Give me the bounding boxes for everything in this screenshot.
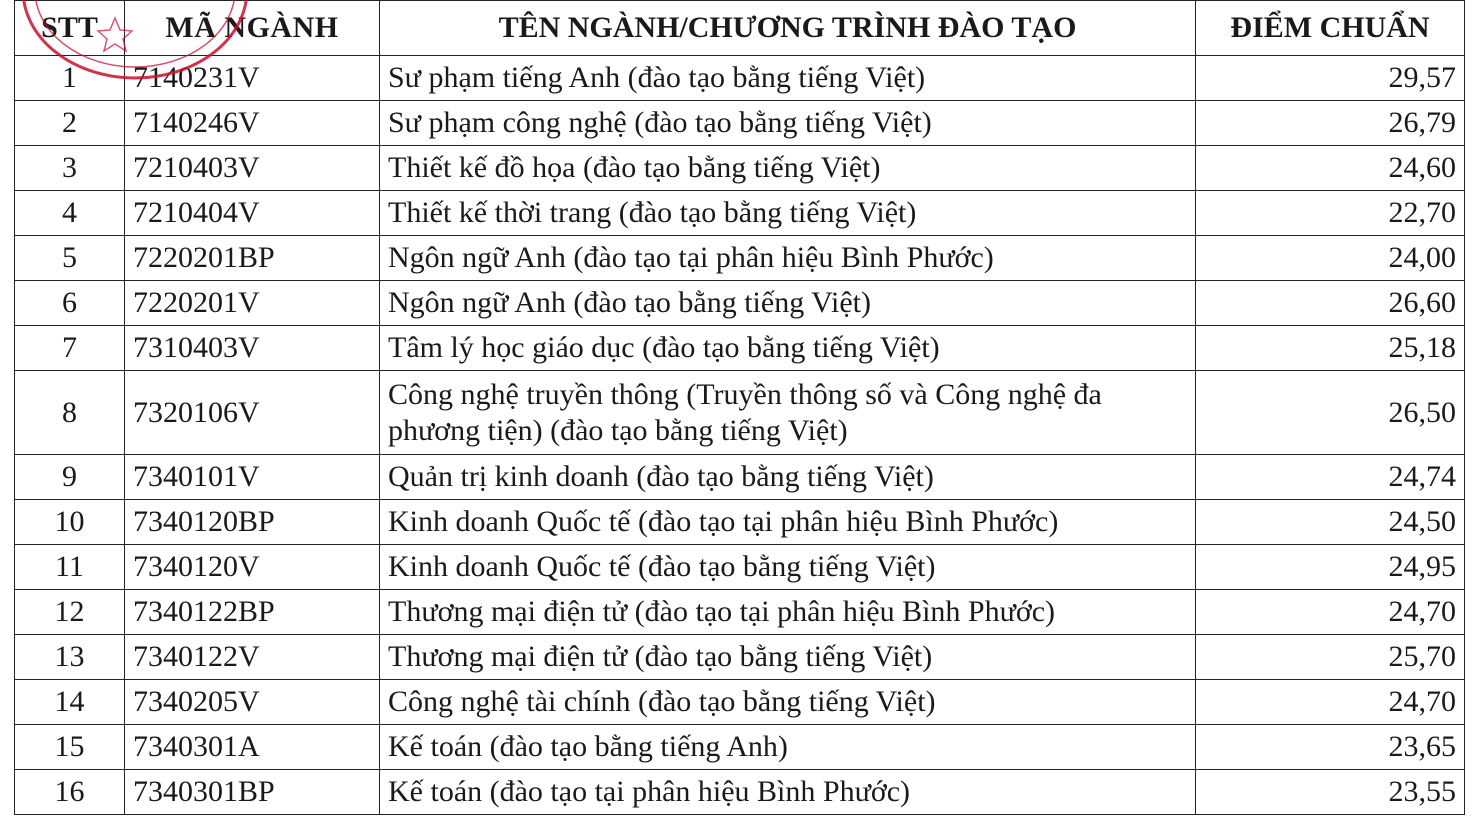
row-program-name: Thương mại điện tử (đào tạo tại phân hiệu Bình Phước): [380, 590, 1196, 635]
row-stt: 4: [15, 191, 125, 236]
row-benchmark-score: 24,70: [1196, 680, 1465, 725]
row-major-code: 7310403V: [125, 326, 380, 371]
table-row: [15, 101, 1465, 146]
table-row: [15, 281, 1465, 326]
row-stt: 13: [15, 635, 125, 680]
row-program-name: Sư phạm tiếng Anh (đào tạo bằng tiếng Việt): [380, 56, 1196, 101]
row-benchmark-score: 24,74: [1196, 455, 1465, 500]
row-major-code: 7340122V: [125, 635, 380, 680]
row-stt: 10: [15, 500, 125, 545]
row-stt: 15: [15, 725, 125, 770]
row-stt: 8: [15, 371, 125, 455]
row-stt: 9: [15, 455, 125, 500]
row-stt: 16: [15, 770, 125, 815]
table-row: [15, 236, 1465, 281]
row-major-code: 7220201V: [125, 281, 380, 326]
row-benchmark-score: 23,65: [1196, 725, 1465, 770]
row-major-code: 7340120BP: [125, 500, 380, 545]
header-major-code: MÃ NGÀNH: [125, 1, 380, 56]
row-stt: 7: [15, 326, 125, 371]
row-benchmark-score: 25,18: [1196, 326, 1465, 371]
table-row: [15, 590, 1465, 635]
row-major-code: 7140246V: [125, 101, 380, 146]
row-major-code: 7140231V: [125, 56, 380, 101]
table-row: [15, 455, 1465, 500]
row-program-name: Thương mại điện tử (đào tạo bằng tiếng Việt): [380, 635, 1196, 680]
row-stt: 1: [15, 56, 125, 101]
header-benchmark-score: ĐIỂM CHUẨN: [1196, 1, 1465, 56]
row-major-code: 7320106V: [125, 371, 380, 455]
row-stt: 5: [15, 236, 125, 281]
row-program-name: Kế toán (đào tạo tại phân hiệu Bình Phước): [380, 770, 1196, 815]
row-benchmark-score: 24,95: [1196, 545, 1465, 590]
row-stt: 11: [15, 545, 125, 590]
row-major-code: 7340205V: [125, 680, 380, 725]
row-major-code: 7340122BP: [125, 590, 380, 635]
row-benchmark-score: 24,60: [1196, 146, 1465, 191]
row-program-name: Ngôn ngữ Anh (đào tạo tại phân hiệu Bình Phước): [380, 236, 1196, 281]
row-benchmark-score: 26,50: [1196, 371, 1465, 455]
row-stt: 14: [15, 680, 125, 725]
row-benchmark-score: 24,50: [1196, 500, 1465, 545]
row-program-name: Quản trị kinh doanh (đào tạo bằng tiếng Việt): [380, 455, 1196, 500]
row-major-code: 7340301BP: [125, 770, 380, 815]
table-row: [15, 635, 1465, 680]
row-benchmark-score: 26,79: [1196, 101, 1465, 146]
table-row: [15, 56, 1465, 101]
table-row: [15, 146, 1465, 191]
row-program-name: Thiết kế đồ họa (đào tạo bằng tiếng Việt): [380, 146, 1196, 191]
header-program-name: TÊN NGÀNH/CHƯƠNG TRÌNH ĐÀO TẠO: [380, 1, 1196, 56]
row-program-name: Kinh doanh Quốc tế (đào tạo tại phân hiệu Bình Phước): [380, 500, 1196, 545]
row-program-name: Công nghệ tài chính (đào tạo bằng tiếng Việt): [380, 680, 1196, 725]
admission-score-table: [14, 0, 1465, 815]
table-row: [15, 545, 1465, 590]
row-program-name: Sư phạm công nghệ (đào tạo bằng tiếng Việt): [380, 101, 1196, 146]
row-major-code: 7340120V: [125, 545, 380, 590]
table-row: [15, 770, 1465, 815]
row-program-name: Thiết kế thời trang (đào tạo bằng tiếng Việt): [380, 191, 1196, 236]
table-row: [15, 191, 1465, 236]
row-stt: 3: [15, 146, 125, 191]
row-major-code: 7210403V: [125, 146, 380, 191]
row-benchmark-score: 23,55: [1196, 770, 1465, 815]
header-stt: STT: [15, 1, 125, 56]
row-benchmark-score: 26,60: [1196, 281, 1465, 326]
table-header-row: [15, 1, 1465, 56]
row-benchmark-score: 22,70: [1196, 191, 1465, 236]
row-major-code: 7340101V: [125, 455, 380, 500]
row-program-name: Tâm lý học giáo dục (đào tạo bằng tiếng Việt): [380, 326, 1196, 371]
table-row: [15, 500, 1465, 545]
table-row: [15, 725, 1465, 770]
table-row: [15, 371, 1465, 455]
row-stt: 2: [15, 101, 125, 146]
row-program-name: Kế toán (đào tạo bằng tiếng Anh): [380, 725, 1196, 770]
row-major-code: 7340301A: [125, 725, 380, 770]
row-benchmark-score: 25,70: [1196, 635, 1465, 680]
table-row: [15, 326, 1465, 371]
table-row: [15, 680, 1465, 725]
row-major-code: 7220201BP: [125, 236, 380, 281]
row-benchmark-score: 29,57: [1196, 56, 1465, 101]
row-benchmark-score: 24,00: [1196, 236, 1465, 281]
row-benchmark-score: 24,70: [1196, 590, 1465, 635]
row-stt: 6: [15, 281, 125, 326]
row-program-name: Kinh doanh Quốc tế (đào tạo bằng tiếng Việt): [380, 545, 1196, 590]
row-program-name: Ngôn ngữ Anh (đào tạo bằng tiếng Việt): [380, 281, 1196, 326]
row-stt: 12: [15, 590, 125, 635]
row-major-code: 7210404V: [125, 191, 380, 236]
row-program-name: Công nghệ truyền thông (Truyền thông số và Công nghệ đa phương tiện) (đào tạo bằng tiếng Việt): [380, 371, 1196, 455]
